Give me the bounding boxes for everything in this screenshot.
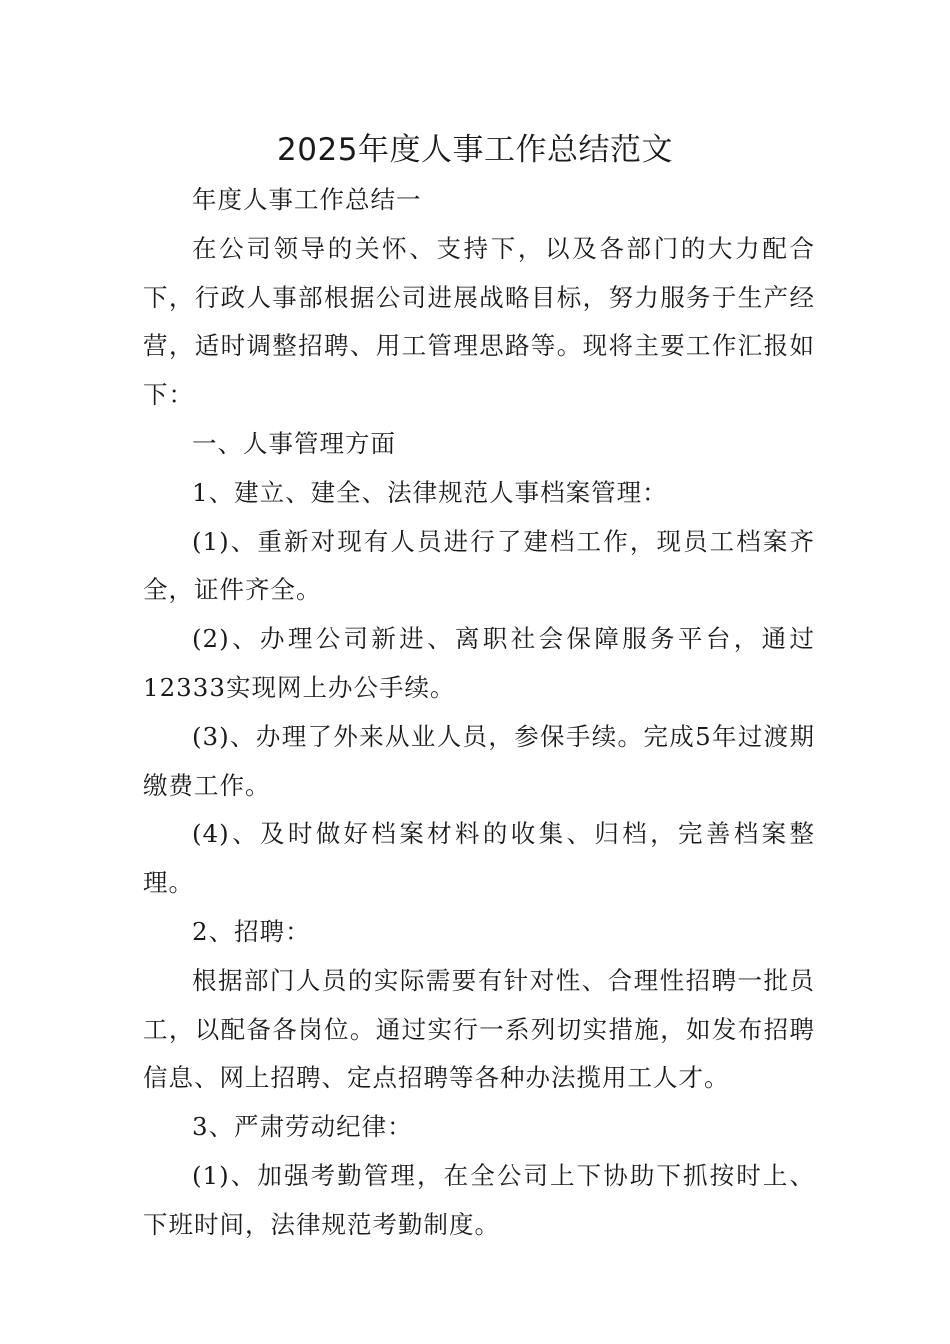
subsection-heading: 3、严肃劳动纪律： (192, 1112, 413, 1142)
list-item: (1)、加强考勤管理，在全公司上下协助下抓按时上、下班时间，法律规范考勤制度。 (143, 1160, 815, 1239)
intro-paragraph: 在公司领导的关怀、支持下，以及各部门的大力配合下，行政人事部根据公司进展战略目标，努力服务于生产经营，适时调整招聘、用工管理思路等。现将主要工作汇报如下： (143, 233, 815, 410)
document-title: 2025年度人事工作总结范文 (277, 132, 673, 168)
subsection-heading: 1、建立、建全、法律规范人事档案管理： (192, 477, 668, 507)
body-paragraph: 根据部门人员的实际需要有针对性、合理性招聘一批员工，以配备各岗位。通过实行一系列切实措施，如发布招聘信息、网上招聘、定点招聘等各种办法揽用工人才。 (143, 965, 815, 1093)
section-heading: 一、人事管理方面 (192, 428, 396, 458)
document-body (143, 176, 815, 1250)
subsection-heading: 2、招聘： (192, 916, 311, 946)
list-item: (4)、及时做好档案材料的收集、归档，完善档案整理。 (143, 819, 815, 898)
section-heading: 年度人事工作总结一 (192, 185, 422, 214)
list-item: (2)、办理公司新进、离职社会保障服务平台，通过12333实现网上办公手续。 (143, 624, 815, 702)
list-item: (3)、办理了外来从业人员，参保手续。完成5年过渡期缴费工作。 (143, 721, 815, 800)
list-item: (1)、重新对现有人员进行了建档工作，现员工档案齐全，证件齐全。 (143, 526, 815, 605)
